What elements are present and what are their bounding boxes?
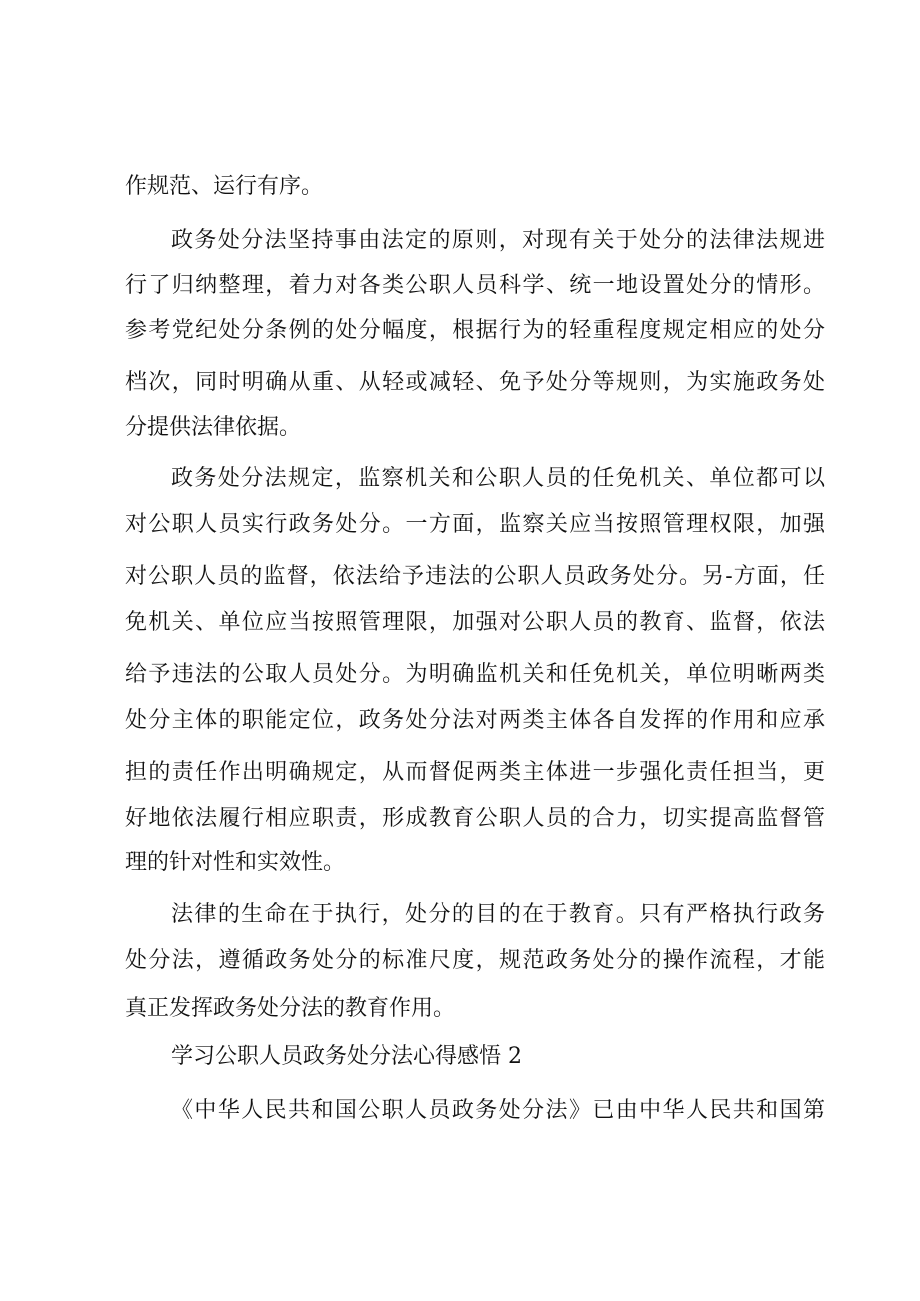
text-line: 行了归纳整理，着力对各类公职人员科学、统一地设置处分的情形。 <box>125 273 825 298</box>
text-line: 作规范、运行有序。 <box>125 174 324 199</box>
text-line: 真正发挥政务处分法的教育作用。 <box>125 996 456 1021</box>
text-line: 好地依法履行相应职责，形成教育公职人员的合力，切实提高监督管 <box>125 806 825 831</box>
text-line: 对公职人员实行政务处分。一方面，监察关应当按照管理权限，加强 <box>125 512 825 537</box>
text-line: 理的针对性和实效性。 <box>125 850 346 875</box>
paragraph-first-line: 《中华人民共和国公职人员政务处分法》已由中华人民共和国第 <box>171 1098 825 1123</box>
paragraph-first-line: 法律的生命在于执行，处分的目的在于教育。只有严格执行政务 <box>171 902 825 927</box>
text-line: 档次，同时明确从重、从轻或减轻、免予处分等规则，为实施政务处 <box>125 370 825 395</box>
text-line: 免机关、单位应当按照管理限，加强对公职人员的教育、监督，依法 <box>125 610 825 635</box>
section-heading: 学习公职人员政务处分法心得感悟 2 <box>171 1044 522 1069</box>
text-line: 处分主体的职能定位，政务处分法对两类主体各自发挥的作用和应承 <box>125 708 825 733</box>
text-line: 对公职人员的监督，依法给予违法的公职人员政务处分。另-方面，任 <box>125 564 825 589</box>
paragraph-first-line: 政务处分法规定，监察机关和公职人员的任免机关、单位都可以 <box>171 466 825 491</box>
paragraph-first-line: 政务处分法坚持事由法定的原则，对现有关于处分的法律法规进 <box>171 228 825 253</box>
text-line: 分提供法律依据。 <box>125 415 302 440</box>
text-line: 参考党纪处分条例的处分幅度，根据行为的轻重程度规定相应的处分 <box>125 318 825 343</box>
text-line: 给予违法的公取人员处分。为明确监机关和任免机关，单位明晰两类 <box>125 662 825 687</box>
text-line: 处分法，遵循政务处分的标准尺度，规范政务处分的操作流程，才能 <box>125 948 825 973</box>
text-line: 担的责任作出明确规定，从而督促两类主体进一步强化责任担当，更 <box>125 760 825 785</box>
